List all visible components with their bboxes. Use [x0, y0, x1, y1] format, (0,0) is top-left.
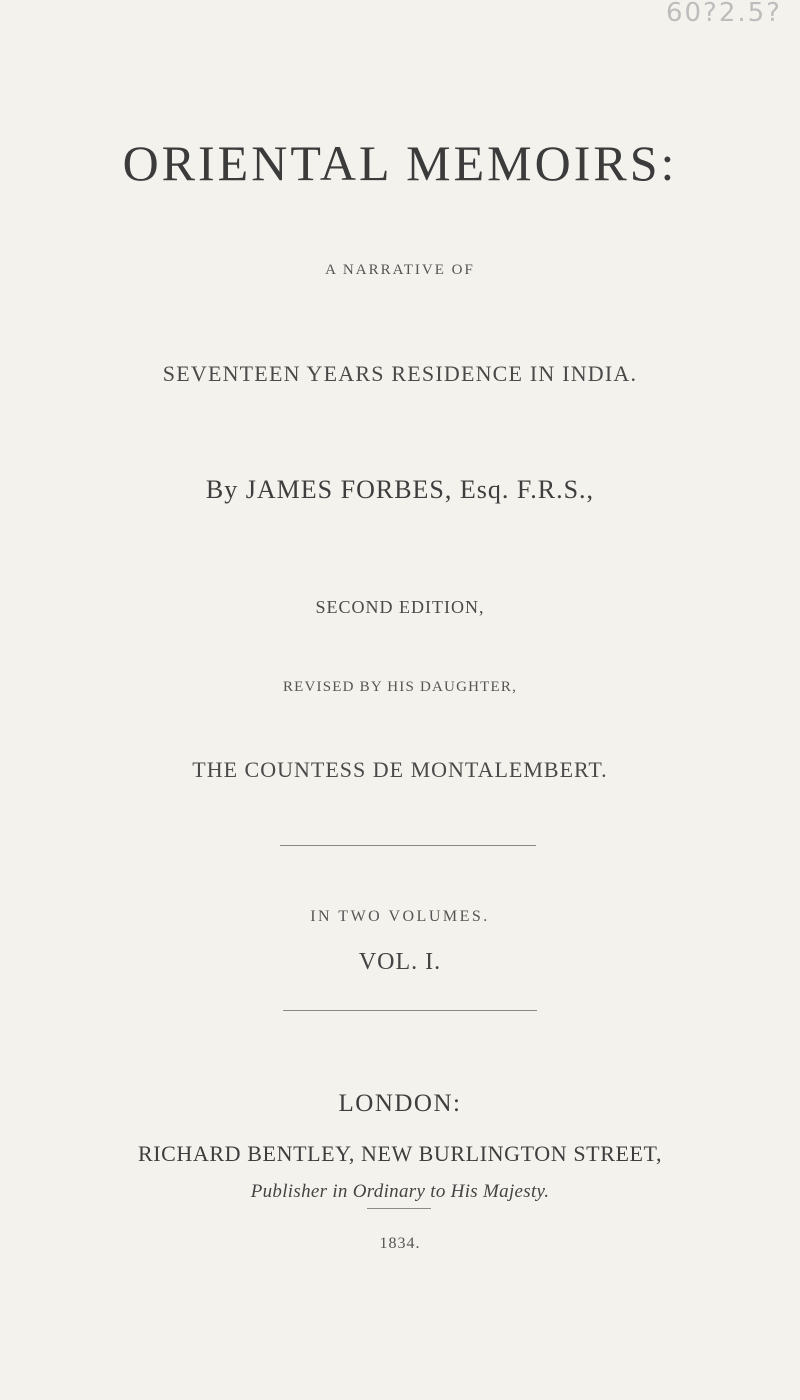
publisher-role: Publisher in Ordinary to His Majesty. — [250, 1181, 550, 1202]
revised-line: REVISED BY HIS DAUGHTER, — [282, 679, 518, 695]
subtitle-line-1: A NARRATIVE OF — [325, 262, 475, 278]
subtitle-line-2: SEVENTEEN YEARS RESIDENCE IN INDIA. — [162, 361, 638, 386]
volume-number: VOL. I. — [358, 949, 442, 975]
divider-rule-bottom — [283, 1010, 537, 1011]
publication-year: 1834. — [379, 1235, 421, 1252]
author-line: By JAMES FORBES, Esq. F.R.S., — [205, 475, 595, 504]
edition-line: SECOND EDITION, — [315, 597, 485, 617]
imprint-place: LONDON: — [338, 1090, 462, 1117]
library-shelfmark: 60?2.5? — [665, 0, 782, 28]
book-title: ORIENTAL MEMOIRS: — [122, 135, 678, 191]
volumes-line: IN TWO VOLUMES. — [310, 908, 490, 925]
divider-rule-top — [280, 845, 536, 846]
reviser-name: THE COUNTESS DE MONTALEMBERT. — [192, 757, 608, 782]
publisher-name: RICHARD BENTLEY, NEW BURLINGTON STREET, — [137, 1141, 663, 1166]
divider-rule-short — [367, 1208, 431, 1209]
